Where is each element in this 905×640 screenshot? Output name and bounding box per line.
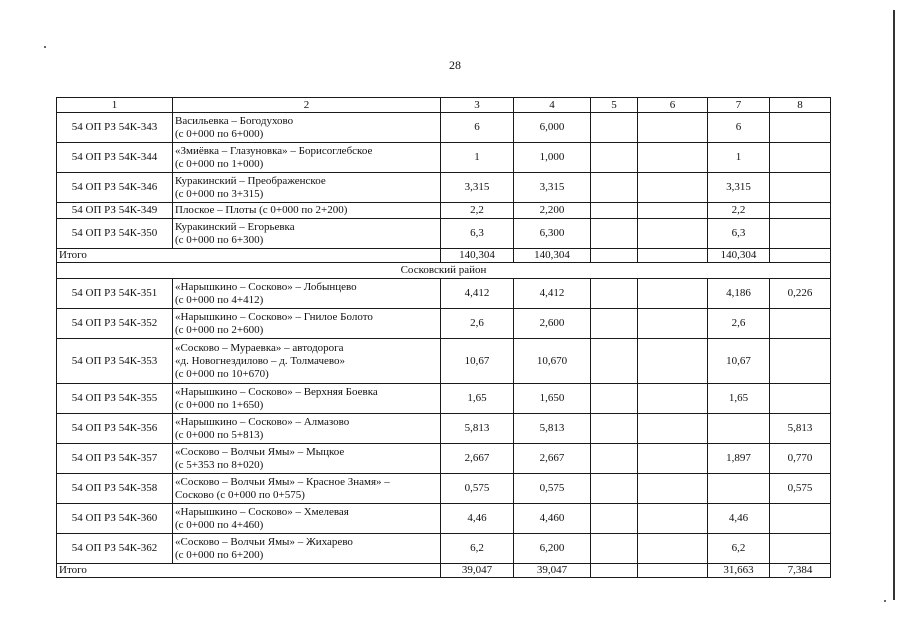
road-name-line: (с 0+000 по 4+460): [175, 518, 264, 531]
road-name-line: (с 0+000 по 10+670): [175, 367, 269, 380]
header-cell: 4: [514, 98, 591, 113]
table-row: [57, 113, 831, 143]
road-name-line: (с 0+000 по 5+813): [175, 428, 264, 441]
road-name-line: (с 0+000 по 3+315): [175, 187, 264, 200]
road-name-line: (с 0+000 по 2+600): [175, 323, 264, 336]
road-name: [173, 474, 441, 504]
value-c7: 1,65: [708, 384, 770, 414]
table-row: [57, 474, 831, 504]
road-name-line: «Змиёвка – Глазуновка» – Борисоглебское: [175, 144, 373, 157]
page-edge-line: [893, 10, 895, 600]
total-c4: 140,304: [514, 249, 591, 263]
road-name: [173, 113, 441, 143]
value-c5: [591, 203, 638, 219]
total-c7: 31,663: [708, 564, 770, 578]
value-c5: [591, 534, 638, 564]
value-c6: [638, 219, 708, 249]
scan-speck: [884, 600, 886, 602]
table-row: [57, 203, 831, 219]
value-c4: 2,200: [514, 203, 591, 219]
value-c6: [638, 534, 708, 564]
value-c5: [591, 219, 638, 249]
road-name: [173, 203, 441, 219]
value-c3: 10,67: [441, 339, 514, 384]
value-c3: 2,667: [441, 444, 514, 474]
value-c5: [591, 474, 638, 504]
value-c8: [770, 504, 831, 534]
value-c4: 4,412: [514, 279, 591, 309]
value-c6: [638, 339, 708, 384]
road-name-line: (с 0+000 по 6+300): [175, 233, 264, 246]
road-code: 54 ОП РЗ 54К-344: [57, 143, 173, 173]
table-row: [57, 339, 831, 384]
road-name-line: «д. Новогнездилово – д. Толмачево»: [175, 354, 346, 367]
scan-speck: [44, 46, 46, 48]
road-name-line: Плоское – Плоты (с 0+000 по 2+200): [175, 204, 348, 216]
road-code: 54 ОП РЗ 54К-351: [57, 279, 173, 309]
total-c4: 39,047: [514, 564, 591, 578]
road-code: 54 ОП РЗ 54К-355: [57, 384, 173, 414]
table-row: [57, 309, 831, 339]
value-c5: [591, 143, 638, 173]
value-c3: 1: [441, 143, 514, 173]
value-c5: [591, 504, 638, 534]
value-c3: 4,46: [441, 504, 514, 534]
road-code: 54 ОП РЗ 54К-349: [57, 203, 173, 219]
road-name-line: «Сосково – Волчьи Ямы» – Мыцкое: [175, 445, 345, 458]
total-c6: [638, 564, 708, 578]
value-c3: 6,3: [441, 219, 514, 249]
value-c6: [638, 143, 708, 173]
header-cell: 1: [57, 98, 173, 113]
table-row: [57, 173, 831, 203]
value-c4: 6,300: [514, 219, 591, 249]
value-c3: 4,412: [441, 279, 514, 309]
total-c8: [770, 249, 831, 263]
value-c3: 0,575: [441, 474, 514, 504]
road-name-line: «Нарышкино – Сосково» – Верхняя Боевка: [175, 385, 378, 398]
value-c3: 1,65: [441, 384, 514, 414]
value-c4: 1,650: [514, 384, 591, 414]
value-c5: [591, 279, 638, 309]
road-code: 54 ОП РЗ 54К-343: [57, 113, 173, 143]
road-code: 54 ОП РЗ 54К-346: [57, 173, 173, 203]
value-c5: [591, 309, 638, 339]
header-cell: 6: [638, 98, 708, 113]
road-name: [173, 339, 441, 384]
total-row: [57, 564, 831, 578]
table-row: [57, 414, 831, 444]
roads-table: [56, 97, 831, 578]
value-c7: [708, 474, 770, 504]
road-name: [173, 143, 441, 173]
road-code: 54 ОП РЗ 54К-350: [57, 219, 173, 249]
road-name-line: (с 0+000 по 1+650): [175, 398, 264, 411]
value-c4: 6,200: [514, 534, 591, 564]
value-c3: 5,813: [441, 414, 514, 444]
total-c6: [638, 249, 708, 263]
road-name: [173, 444, 441, 474]
road-name: [173, 309, 441, 339]
total-c3: 140,304: [441, 249, 514, 263]
total-c7: 140,304: [708, 249, 770, 263]
table-row: [57, 534, 831, 564]
road-name-line: (с 0+000 по 6+000): [175, 127, 264, 140]
header-cell: 2: [173, 98, 441, 113]
value-c3: 2,6: [441, 309, 514, 339]
table-row: [57, 219, 831, 249]
table-row: [57, 279, 831, 309]
value-c7: 2,2: [708, 203, 770, 219]
value-c6: [638, 173, 708, 203]
road-name: [173, 414, 441, 444]
value-c7: 6: [708, 113, 770, 143]
header-cell: 3: [441, 98, 514, 113]
value-c8: 0,575: [770, 474, 831, 504]
road-code: 54 ОП РЗ 54К-362: [57, 534, 173, 564]
value-c4: 10,670: [514, 339, 591, 384]
value-c8: [770, 534, 831, 564]
value-c6: [638, 309, 708, 339]
table-row: [57, 384, 831, 414]
value-c5: [591, 173, 638, 203]
value-c8: [770, 309, 831, 339]
value-c5: [591, 113, 638, 143]
road-name-line: Сосково (с 0+000 по 0+575): [175, 488, 305, 501]
header-cell: 7: [708, 98, 770, 113]
value-c4: 6,000: [514, 113, 591, 143]
table-body: [57, 98, 831, 578]
total-c5: [591, 249, 638, 263]
road-code: 54 ОП РЗ 54К-360: [57, 504, 173, 534]
road-name-line: (с 5+353 по 8+020): [175, 458, 264, 471]
value-c6: [638, 384, 708, 414]
header-cell: 5: [591, 98, 638, 113]
value-c7: 10,67: [708, 339, 770, 384]
value-c5: [591, 339, 638, 384]
value-c3: 2,2: [441, 203, 514, 219]
road-name-line: (с 0+000 по 4+412): [175, 293, 264, 306]
value-c8: 0,226: [770, 279, 831, 309]
value-c8: [770, 384, 831, 414]
table-row: [57, 444, 831, 474]
road-name: [173, 384, 441, 414]
road-name-line: (с 0+000 по 6+200): [175, 548, 264, 561]
value-c8: [770, 143, 831, 173]
total-row: [57, 249, 831, 263]
road-name-line: Куракинский – Егорьевка: [175, 220, 295, 233]
road-code: 54 ОП РЗ 54К-358: [57, 474, 173, 504]
road-code: 54 ОП РЗ 54К-352: [57, 309, 173, 339]
header-row: [57, 98, 831, 113]
total-label: Итого: [57, 249, 441, 263]
value-c4: 4,460: [514, 504, 591, 534]
total-c3: 39,047: [441, 564, 514, 578]
value-c8: [770, 203, 831, 219]
value-c8: [770, 113, 831, 143]
road-name: [173, 504, 441, 534]
value-c5: [591, 444, 638, 474]
value-c6: [638, 203, 708, 219]
section-row: [57, 263, 831, 279]
total-c8: 7,384: [770, 564, 831, 578]
value-c7: 1,897: [708, 444, 770, 474]
value-c7: 6,2: [708, 534, 770, 564]
value-c8: [770, 219, 831, 249]
value-c6: [638, 113, 708, 143]
road-name-line: «Сосково – Волчьи Ямы» – Жихарево: [175, 535, 353, 548]
road-name-line: «Сосково – Волчьи Ямы» – Красное Знамя» –: [175, 475, 390, 488]
value-c4: 3,315: [514, 173, 591, 203]
road-name-line: «Сосково – Мураевка» – автодорога: [175, 341, 344, 354]
value-c7: 2,6: [708, 309, 770, 339]
road-name-line: «Нарышкино – Сосково» – Алмазово: [175, 415, 350, 428]
section-title: Сосковский район: [57, 263, 831, 279]
value-c7: 6,3: [708, 219, 770, 249]
value-c7: 3,315: [708, 173, 770, 203]
road-code: 54 ОП РЗ 54К-357: [57, 444, 173, 474]
road-name-line: Куракинский – Преображенское: [175, 174, 326, 187]
value-c5: [591, 384, 638, 414]
table-row: [57, 504, 831, 534]
road-name-line: Васильевка – Богодухово: [175, 114, 294, 127]
road-name: [173, 173, 441, 203]
value-c3: 6,2: [441, 534, 514, 564]
road-code: 54 ОП РЗ 54К-356: [57, 414, 173, 444]
value-c8: 5,813: [770, 414, 831, 444]
page-number: 28: [449, 58, 461, 72]
value-c7: 4,46: [708, 504, 770, 534]
value-c4: 5,813: [514, 414, 591, 444]
value-c7: 1: [708, 143, 770, 173]
value-c3: 3,315: [441, 173, 514, 203]
value-c4: 2,600: [514, 309, 591, 339]
value-c8: [770, 339, 831, 384]
value-c7: 4,186: [708, 279, 770, 309]
road-name-line: «Нарышкино – Сосково» – Лобынцево: [175, 280, 357, 293]
road-name-line: (с 0+000 по 1+000): [175, 157, 264, 170]
value-c6: [638, 279, 708, 309]
value-c8: [770, 173, 831, 203]
value-c8: 0,770: [770, 444, 831, 474]
total-label: Итого: [57, 564, 441, 578]
road-name-line: «Нарышкино – Сосково» – Гнилое Болото: [175, 310, 373, 323]
value-c6: [638, 504, 708, 534]
road-name-line: «Нарышкино – Сосково» – Хмелевая: [175, 505, 349, 518]
value-c6: [638, 474, 708, 504]
value-c5: [591, 414, 638, 444]
road-name: [173, 279, 441, 309]
road-code: 54 ОП РЗ 54К-353: [57, 339, 173, 384]
header-cell: 8: [770, 98, 831, 113]
road-name: [173, 534, 441, 564]
value-c3: 6: [441, 113, 514, 143]
value-c7: [708, 414, 770, 444]
value-c6: [638, 444, 708, 474]
value-c6: [638, 414, 708, 444]
value-c4: 2,667: [514, 444, 591, 474]
total-c5: [591, 564, 638, 578]
road-name: [173, 219, 441, 249]
value-c4: 1,000: [514, 143, 591, 173]
value-c4: 0,575: [514, 474, 591, 504]
table-row: [57, 143, 831, 173]
